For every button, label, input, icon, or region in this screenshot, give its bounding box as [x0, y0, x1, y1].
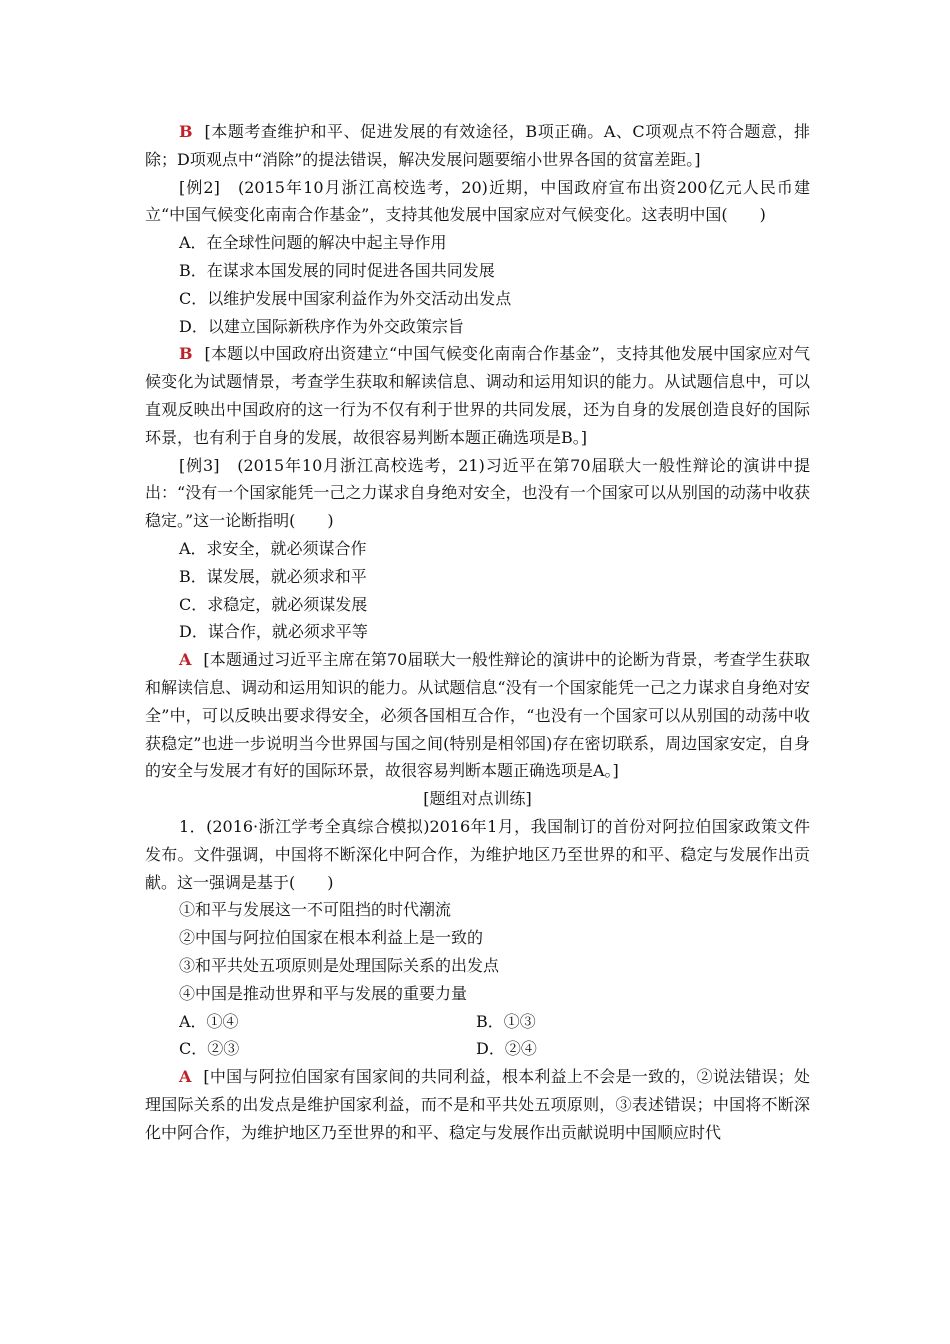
example-2-option-d: D．以建立国际新秩序作为外交政策宗旨: [179, 316, 464, 336]
example-2-option-a: A．在全球性问题的解决中起主导作用: [179, 233, 447, 253]
question-1-choices-row-1: [145, 1008, 810, 1036]
question-1-stem: 1．(2016·浙江学考全真综合模拟)2016年1月，我国制订的首份对阿拉伯国家政策文件发布。文件强调，中国将不断深化中阿合作，为维护地区乃至世界的和平、稳定与发展作出贡献。这一强调是基于( ): [145, 816, 810, 892]
choice-d: D．②④: [476, 1039, 537, 1059]
explanation-text: [本题以中国政府出资建立“中国气候变化南南合作基金”，支持其他发展中国家应对气候变化为试题情景，考查学生获取和解读信息、调动和运用知识的能力。从试题信息中，可以直观反映出中国政府的这一行为不仅有利于世界的共同发展，还为自身的发展创造良好的国际环景，也有利于自身的发展，故很容易判断本题正确选项是B。]: [145, 344, 810, 447]
explanation-text: [本题考查维护和平、促进发展的有效途径，B项正确。A、C项观点不符合题意，排除；D项观点中“消除”的提法错误，解决发展问题要缩小世界各国的贫富差距。]: [145, 122, 810, 169]
question-1-item-4: ④中国是推动世界和平与发展的重要力量: [179, 983, 468, 1003]
answer-letter: A: [179, 650, 192, 670]
example-3-option-d: D．谋合作，就必须求平等: [179, 622, 368, 642]
choice-c: C．②③: [179, 1039, 240, 1059]
example-2-stem: [例2] (2015年10月浙江高校选考，20)近期，中国政府宣布出资200亿元人民币建立“中国气候变化南南合作基金”，支持其他发展中国家应对气候变化。这表明中国( ): [145, 177, 810, 225]
answer-block-1: [145, 118, 810, 174]
question-1-choices-row-2: [145, 1035, 810, 1063]
example-2-answer: [145, 340, 810, 451]
answer-letter: B: [179, 122, 193, 141]
answer-letter: A: [179, 1067, 192, 1087]
section-title: [题组对点训练]: [423, 789, 532, 809]
example-2-option-b: B．在谋求本国发展的同时促进各国共同发展: [179, 260, 495, 280]
answer-letter: B: [179, 344, 193, 364]
choice-a: A．①④: [179, 1011, 239, 1031]
question-1-item-3: ③和平共处五项原则是处理国际关系的出发点: [179, 955, 500, 975]
explanation-text: [中国与阿拉伯国家有国家间的共同利益，根本利益上不会是一致的，②说法错误；处理国际关系的出发点是维护国家利益，而不是和平共处五项原则，③表述错误；中国将不断深化中阿合作，为维护地区乃至世界的和平、稳定与发展作出贡献说明中国顺应时代: [145, 1067, 810, 1142]
example-3-answer: [145, 646, 810, 785]
question-1-item-2: ②中国与阿拉伯国家在根本利益上是一致的: [179, 928, 484, 948]
example-3-stem: [例3] (2015年10月浙江高校选考，21)习近平在第70届联大一般性辩论的演讲中提出：“没有一个国家能凭一己之力谋求自身绝对安全，也没有一个国家可以从别国的动荡中收获稳定。”这一论断指明( ): [145, 455, 810, 531]
explanation-text: [本题通过习近平主席在第70届联大一般性辩论的演讲中的论断为背景，考查学生获取和解读信息、调动和运用知识的能力。从试题信息“没有一个国家能凭一己之力谋求自身绝对安全”中，可以反映出要求得安全，必须各国相互合作，“也没有一个国家可以从别国的动荡中收获稳定”也进一步说明当今世界国与国之间(特别是相邻国)存在密切联系，周边国家安定，自身的安全与发展才有好的国际环景，故很容易判断本题正确选项是A。]: [145, 650, 810, 781]
question-1-answer: [145, 1063, 810, 1146]
example-3-option-a: A．求安全，就必须谋合作: [179, 538, 367, 558]
example-3-option-b: B．谋发展，就必须求和平: [179, 566, 367, 586]
question-1-item-1: ①和平与发展这一不可阻挡的时代潮流: [179, 900, 452, 920]
example-3-option-c: C．求稳定，就必须谋发展: [179, 594, 368, 614]
choice-b: B．①③: [476, 1011, 536, 1031]
document-page: [145, 118, 810, 1146]
example-2-option-c: C．以维护发展中国家利益作为外交活动出发点: [179, 288, 512, 308]
